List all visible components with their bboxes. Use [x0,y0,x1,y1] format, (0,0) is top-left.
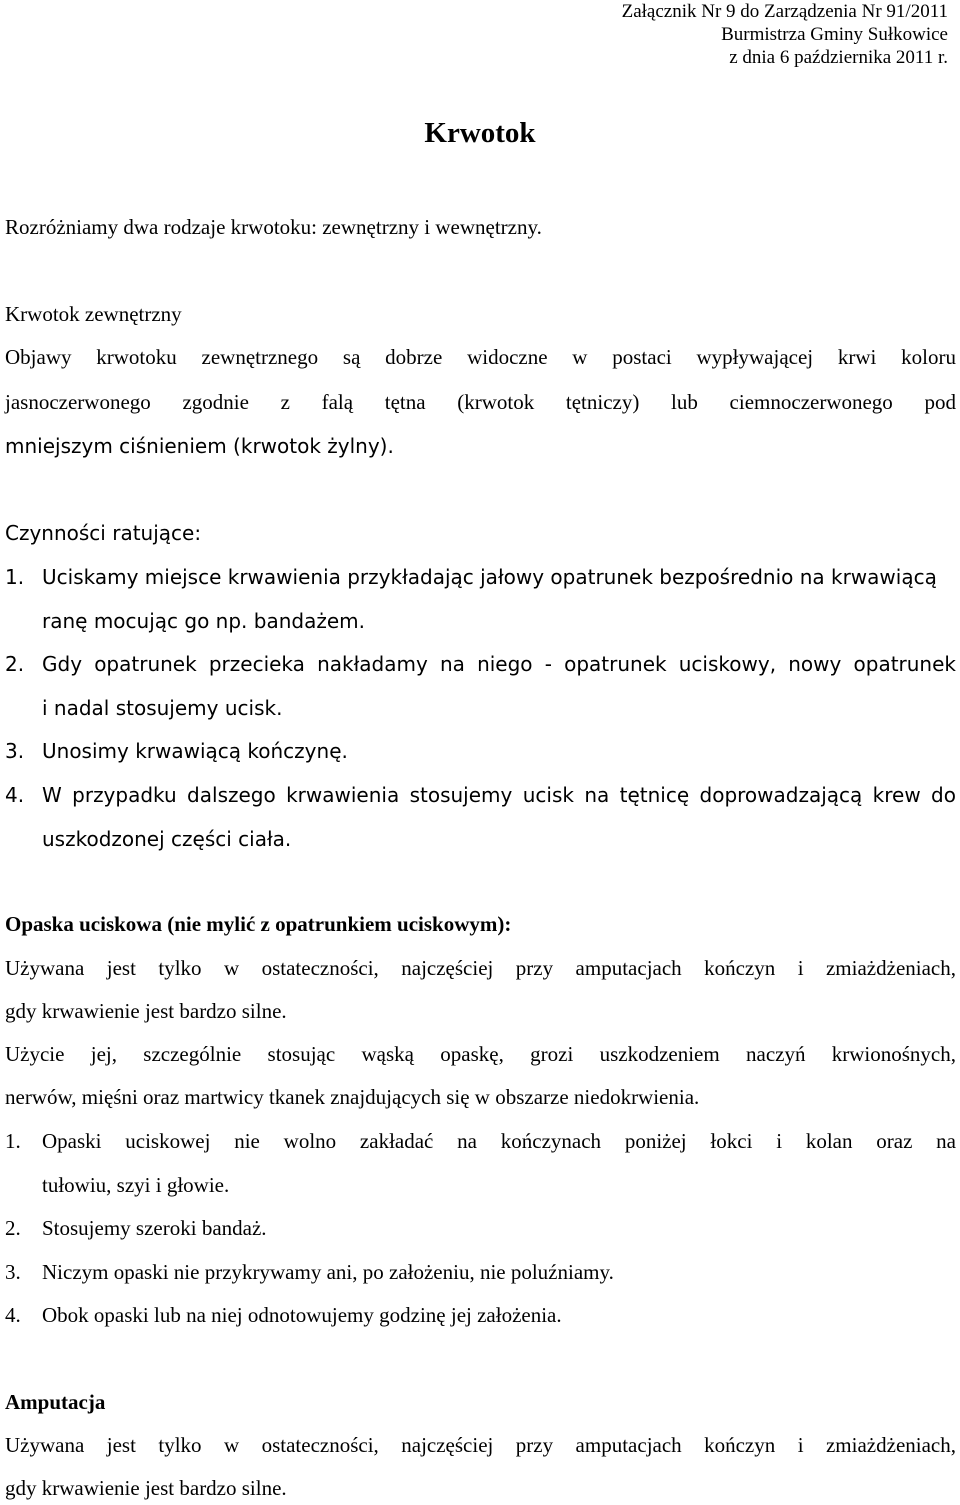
tourniquet-item-text: Niczym opaski nie przykrywamy ani, po założeniu, nie poluźniamy. [42,1260,614,1284]
section-heading-external: Krwotok zewnętrzny [5,302,182,326]
external-para-line: Objawy krwotoku zewnętrznego są dobrze widoczne w postaci wypływającej krwi koloru [5,345,956,369]
rescue-item-text: uszkodzonej części ciała. [42,827,292,851]
rescue-item-number: 3. [5,739,25,763]
section-heading-amputation: Amputacja [5,1390,106,1414]
document-title: Krwotok [424,117,536,149]
attachment-header [622,0,948,69]
tourniquet-item-text: Obok opaski lub na niej odnotowujemy godzinę jej założenia. [42,1303,562,1327]
rescue-item-text: W przypadku dalszego krwawienia stosujemy ucisk na tętnicę doprowadzającą krew do [42,783,956,807]
rescue-item-text: Uciskamy miejsce krwawienia przykładając jałowy opatrunek bezpośrednio na krwawiącą [42,565,937,589]
tourniquet-para-line: gdy krwawienie jest bardzo silne. [5,999,287,1023]
header-line-2: Burmistrza Gminy Sułkowice [721,24,948,45]
tourniquet-item-number: 4. [5,1303,21,1327]
tourniquet-item-text: Stosujemy szeroki bandaż. [42,1216,267,1240]
rescue-item-number: 4. [5,783,25,807]
rescue-item-text: ranę mocując go np. bandażem. [42,609,365,633]
tourniquet-item-number: 2. [5,1216,21,1240]
amputation-para-line: Używana jest tylko w ostateczności, najczęściej przy amputacjach kończyn i zmiażdżeniach, [5,1433,956,1457]
tourniquet-para-line: nerwów, mięśni oraz martwicy tkanek znajdujących się w obszarze niedokrwienia. [5,1085,700,1109]
header-line-3: z dnia 6 października 2011 r. [729,47,948,68]
rescue-item-text: Gdy opatrunek przecieka nakładamy na niego - opatrunek uciskowy, nowy opatrunek [42,652,956,676]
section-heading-tourniquet: Opaska uciskowa (nie mylić z opatrunkiem uciskowym): [5,912,512,936]
rescue-item-number: 1. [5,565,25,589]
section-heading-rescue: Czynności ratujące: [5,521,202,545]
tourniquet-item-text: tułowiu, szyi i głowie. [42,1173,230,1197]
tourniquet-item-number: 3. [5,1260,21,1284]
tourniquet-para-line: Używana jest tylko w ostateczności, najczęściej przy amputacjach kończyn i zmiażdżeniach, [5,956,956,980]
external-para-line: mniejszym ciśnieniem (krwotok żylny). [5,434,394,458]
external-para-line: jasnoczerwonego zgodnie z falą tętna (krwotok tętniczy) lub ciemnoczerwonego pod [5,390,956,414]
amputation-para-line: gdy krwawienie jest bardzo silne. [5,1476,287,1500]
header-line-1: Załącznik Nr 9 do Zarządzenia Nr 91/2011 [621,1,948,22]
tourniquet-item-number: 1. [5,1129,21,1153]
rescue-item-number: 2. [5,652,25,676]
rescue-item-text: i nadal stosujemy ucisk. [42,696,283,720]
rescue-item-text: Unosimy krwawiącą kończynę. [42,739,348,763]
intro-text: Rozróżniamy dwa rodzaje krwotoku: zewnętrzny i wewnętrzny. [5,215,542,239]
tourniquet-item-text: Opaski uciskowej nie wolno zakładać na kończynach poniżej łokci i kolan oraz na [42,1129,956,1153]
tourniquet-para-line: Użycie jej, szczególnie stosując wąską opaskę, grozi uszkodzeniem naczyń krwionośnych, [5,1042,956,1066]
